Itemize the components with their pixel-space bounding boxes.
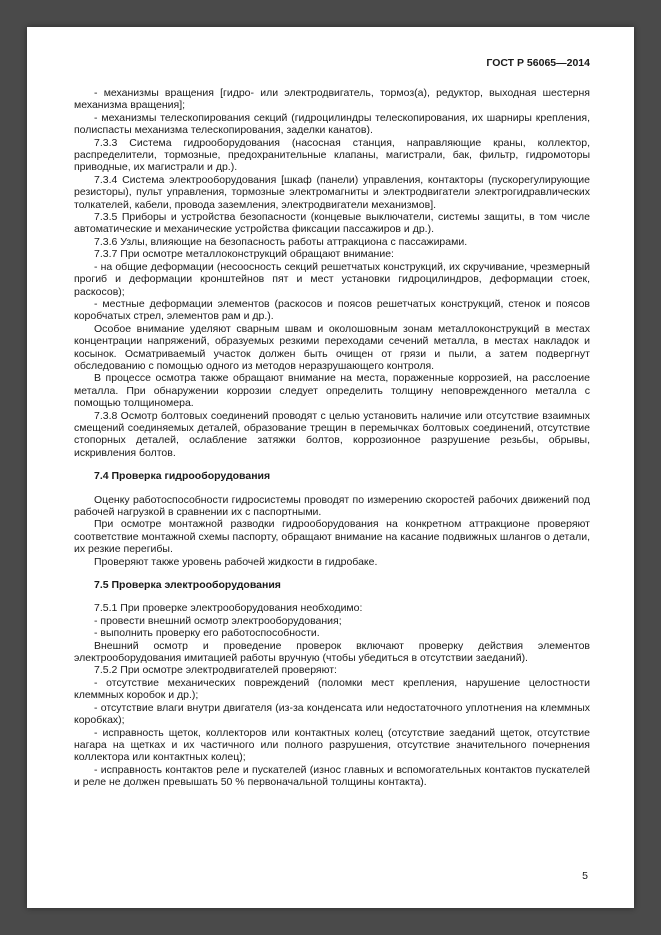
paragraph: 7.3.7 При осмотре металлоконструкций обращают внимание: xyxy=(94,248,394,261)
paragraph: - механизмы вращения [гидро- или электродвигатель, тормоз(а), редуктор, выходная шестерня механизма вращения]; xyxy=(74,87,590,112)
section-heading: 7.4 Проверка гидрооборудования xyxy=(94,470,271,483)
paragraph: При осмотре монтажной разводки гидрооборудования на конкретном аттракционе проверяют соответствие монтажной схемы паспорту, обращают внимание на касание подвижных шлангов о детали, их резкие перегибы. xyxy=(74,518,590,556)
paragraph: В процессе осмотра также обращают внимание на места, пораженные коррозией, на расслоение металла. При обнаружении коррозии следует определить толщину неповрежденного металла с помощью толщиномера. xyxy=(74,372,590,410)
paragraph: Особое внимание уделяют сварным швам и околошовным зонам металлоконструкций в местах концентрации напряжений, образуемых резкими переходами сечений металла, в местах накладок и косынок. Осматриваемый участок должен быть очищен от грязи и пыли, а затем подвергнут обследованию с помощью одного из методов неразрушающего контроля. xyxy=(74,322,590,372)
paragraph: Оценку работоспособности гидросистемы проводят по измерению скоростей рабочих движений под рабочей нагрузкой в сравнении их с паспортными. xyxy=(74,493,590,518)
paragraph: 7.5.2 При осмотре электродвигателей проверяют: xyxy=(94,664,337,677)
paragraph: - отсутствие механических повреждений (поломки мест крепления, нарушение целостности клеммных коробок и др.); xyxy=(74,676,590,702)
paragraph: 7.3.5 Приборы и устройства безопасности (концевые выключатели, системы защиты, в том числе автоматические и механические устройства фиксации пассажиров и др.). xyxy=(74,211,590,236)
paragraph: - на общие деформации (несоосность секций решетчатых конструкций, их скручивание, чрезмерный прогиб и деформации кронштейнов пят и мест установки гидроцилиндров, деформации стоек, раскосов); xyxy=(74,260,590,298)
document-header-standard-number: ГОСТ Р 56065—2014 xyxy=(486,57,590,69)
page-number: 5 xyxy=(582,870,588,882)
paragraph: - провести внешний осмотр электрооборудования; xyxy=(94,614,342,627)
paragraph: 7.3.4 Система электрооборудования [шкаф (панели) управления, контакторы (пускорегулирующие резисторы), пульт управления, тормозные электромагниты и электродвигатели электрогидравлических толкателей, кабели, провода заземления, электродвигатели механизмов]. xyxy=(74,173,590,211)
paragraph: 7.3.8 Осмотр болтовых соединений проводят с целью установить наличие или отсутствие взаимных смещений соединяемых деталей, образование трещин в перемычках болтовых соединений, отсутствие стопорных деталей, ослабление затяжки болтов, коррозионное разрушение резьбы, обрывы, искривления болтов. xyxy=(74,409,590,459)
paragraph: 7.3.6 Узлы, влияющие на безопасность работы аттракциона с пассажирами. xyxy=(94,235,468,248)
paragraph: - исправность щеток, коллекторов или контактных колец (отсутствие заеданий щеток, отсутствие нагара на щетках и их частичного или полного разрушения, отсутствие значительного почернения коллектора или контактных колец); xyxy=(74,726,590,764)
document-content xyxy=(74,87,590,789)
section-heading: 7.5 Проверка электрооборудования xyxy=(94,579,281,592)
paragraph: - выполнить проверку его работоспособности. xyxy=(94,627,320,640)
paragraph: - исправность контактов реле и пускателей (износ главных и вспомогательных контактов пускателей и реле не должен превышать 50 % первоначальной толщины контакта). xyxy=(74,763,590,789)
paragraph: Проверяют также уровень рабочей жидкости в гидробаке. xyxy=(94,555,378,568)
document-page xyxy=(27,27,634,908)
paragraph: 7.3.3 Система гидрооборудования (насосная станция, направляющие краны, коллектор, распределители, тормозные, предохранительные клапаны, магистрали, бак, фильтр, гидромоторы приводные, их магистрали и др.). xyxy=(74,136,590,174)
paragraph: - отсутствие влаги внутри двигателя (из-за конденсата или недостаточного уплотнения на клеммных коробках); xyxy=(74,701,590,727)
paragraph: - местные деформации элементов (раскосов и поясов решетчатых конструкций, стенок и поясов коробчатых стрел, элементов рам и др.). xyxy=(74,297,590,323)
paragraph: 7.5.1 При проверке электрооборудования необходимо: xyxy=(94,602,363,615)
paragraph: - механизмы телескопирования секций (гидроцилиндры телескопирования, их шарниры крепления, полиспасты механизма телескопирования, заделки канатов). xyxy=(74,111,590,137)
page-inner xyxy=(27,27,634,908)
paragraph: Внешний осмотр и проведение проверок включают проверку действия элементов электрооборудования имитацией работы вручную (чтобы убедиться в отсутствии заеданий). xyxy=(74,639,590,665)
